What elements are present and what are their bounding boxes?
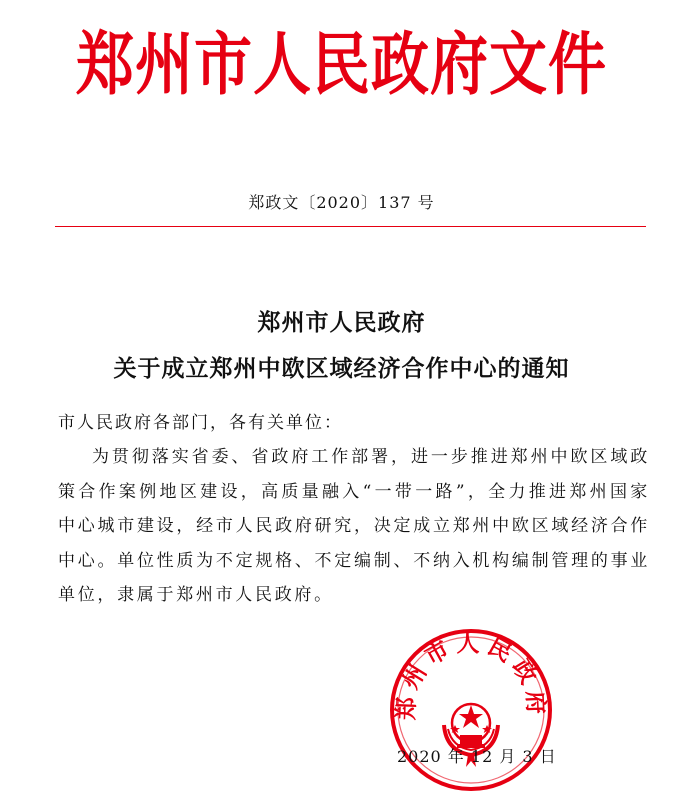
salutation: 市人民政府各部门，各有关单位： bbox=[58, 413, 343, 433]
title-subject: 关于成立郑州中欧区域经济合作中心的通知 bbox=[113, 355, 570, 382]
title-issuer: 郑州市人民政府 bbox=[257, 309, 426, 336]
red-divider bbox=[55, 226, 646, 227]
official-seal bbox=[388, 627, 554, 793]
body-paragraph: 为贯彻落实省委、省政府工作部署，进一步推进郑州中欧区域政策合作案例地区建设，高质量融入“一带一路”，全力推进郑州国家中心城市建设，经市人民政府研究，决定成立郑州中欧区域经济合作中心。单位性质为不定规格、不定编制、不纳入机构编制管理的事业单位，隶属于郑州市人民政府。 bbox=[58, 447, 650, 605]
seal-text: 郑州市人民政府 bbox=[392, 630, 550, 721]
issue-date: 2020 年 12 月 3 日 bbox=[397, 747, 557, 766]
document-number: 郑政文〔2020〕137 号 bbox=[248, 193, 435, 212]
document-masthead: 郑州市人民政府文件 bbox=[75, 24, 607, 105]
